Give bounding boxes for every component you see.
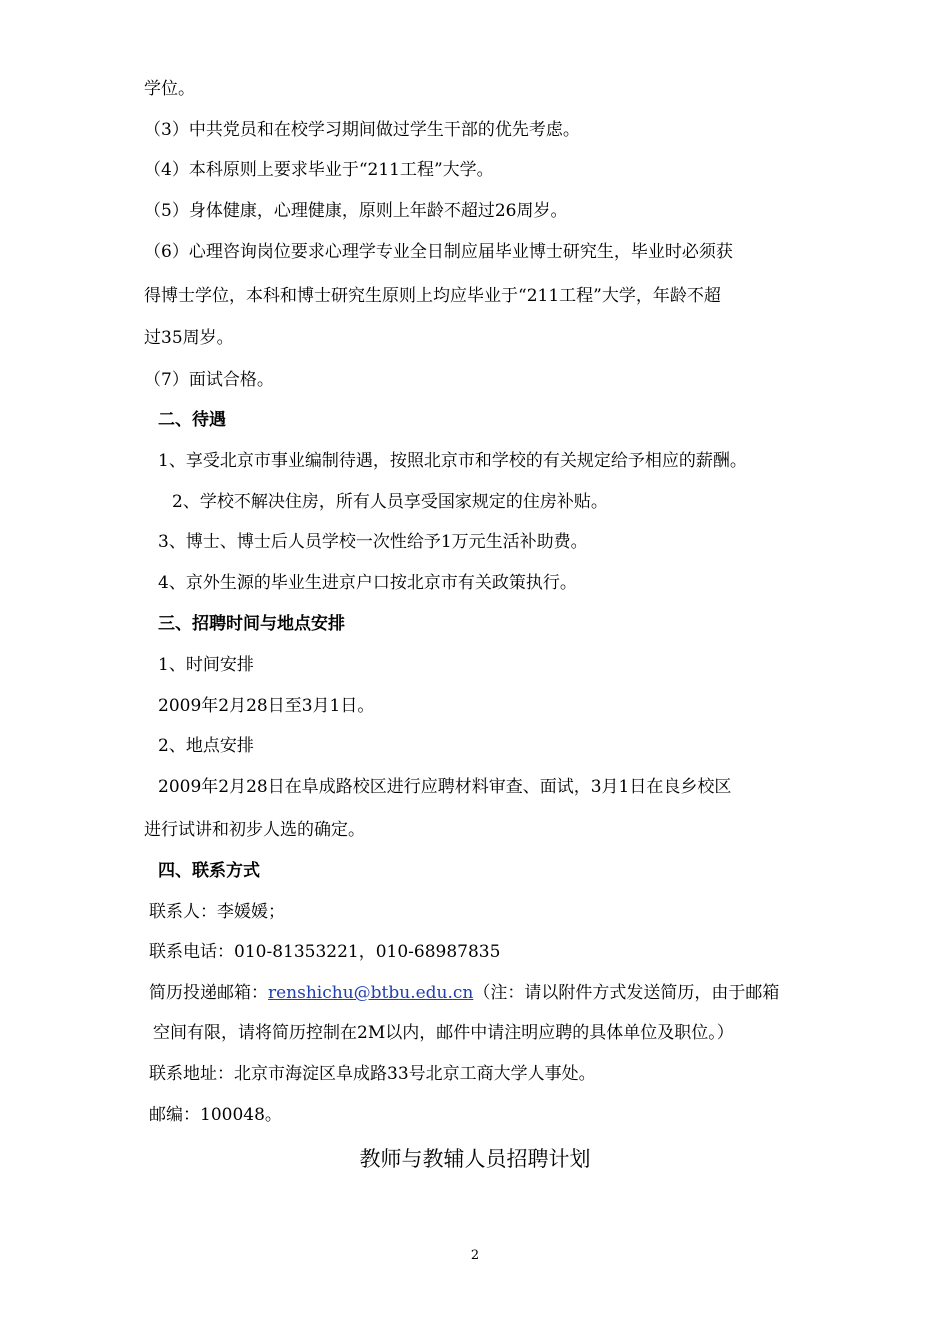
benefit-1: 1、享受北京市事业编制待遇，按照北京市和学校的有关规定给予相应的薪酬。 [158, 451, 747, 471]
requirement-6-line-1: （6）心理咨询岗位要求心理学专业全日制应届毕业博士研究生，毕业时必须获 [144, 242, 733, 262]
section-title: 教师与教辅人员招聘计划 [359, 1147, 591, 1171]
contact-phone: 联系电话：010-81353221，010-68987835 [149, 942, 501, 962]
requirement-5: （5）身体健康，心理健康，原则上年龄不超过26周岁。 [144, 201, 568, 221]
schedule-heading: 三、招聘时间与地点安排 [158, 614, 345, 634]
requirement-3: （3）中共党员和在校学习期间做过学生干部的优先考虑。 [144, 120, 580, 140]
contact-heading: 四、联系方式 [158, 861, 260, 881]
contact-email-note-2: 空间有限，请将简历控制在2M以内，邮件中请注明应聘的具体单位及职位。） [153, 1023, 734, 1043]
contact-email-prefix: 简历投递邮箱： [149, 983, 268, 1003]
contact-email-note-1: （注：请以附件方式发送简历，由于邮箱 [473, 983, 780, 1003]
benefit-2: 2、学校不解决住房，所有人员享受国家规定的住房补贴。 [172, 492, 608, 512]
benefit-3: 3、博士、博士后人员学校一次性给予1万元生活补助费。 [158, 532, 588, 552]
schedule-place-line-2: 进行试讲和初步人选的确定。 [144, 820, 365, 840]
contact-person: 联系人：李媛媛； [149, 902, 285, 922]
contact-address: 联系地址：北京市海淀区阜成路33号北京工商大学人事处。 [149, 1064, 596, 1084]
contact-zipcode: 邮编：100048。 [149, 1105, 282, 1125]
requirement-continuation: 学位。 [144, 79, 195, 99]
requirement-7: （7）面试合格。 [144, 370, 274, 390]
schedule-place-line-1: 2009年2月28日在阜成路校区进行应聘材料审查、面试，3月1日在良乡校区 [158, 777, 732, 797]
requirement-4: （4）本科原则上要求毕业于“211工程”大学。 [144, 160, 494, 180]
schedule-time-label: 1、时间安排 [158, 655, 254, 675]
benefit-4: 4、京外生源的毕业生进京户口按北京市有关政策执行。 [158, 573, 577, 593]
contact-email-line [149, 981, 819, 1005]
benefits-heading: 二、待遇 [158, 410, 226, 430]
schedule-time-value: 2009年2月28日至3月1日。 [158, 696, 375, 716]
requirement-6-line-3: 过35周岁。 [144, 328, 234, 348]
page-number: 2 [470, 1248, 480, 1263]
contact-email-link[interactable]: renshichu@btbu.edu.cn [268, 983, 474, 1003]
requirement-6-line-2: 得博士学位，本科和博士研究生原则上均应毕业于“211工程”大学，年龄不超 [144, 286, 721, 306]
schedule-place-label: 2、地点安排 [158, 736, 254, 756]
